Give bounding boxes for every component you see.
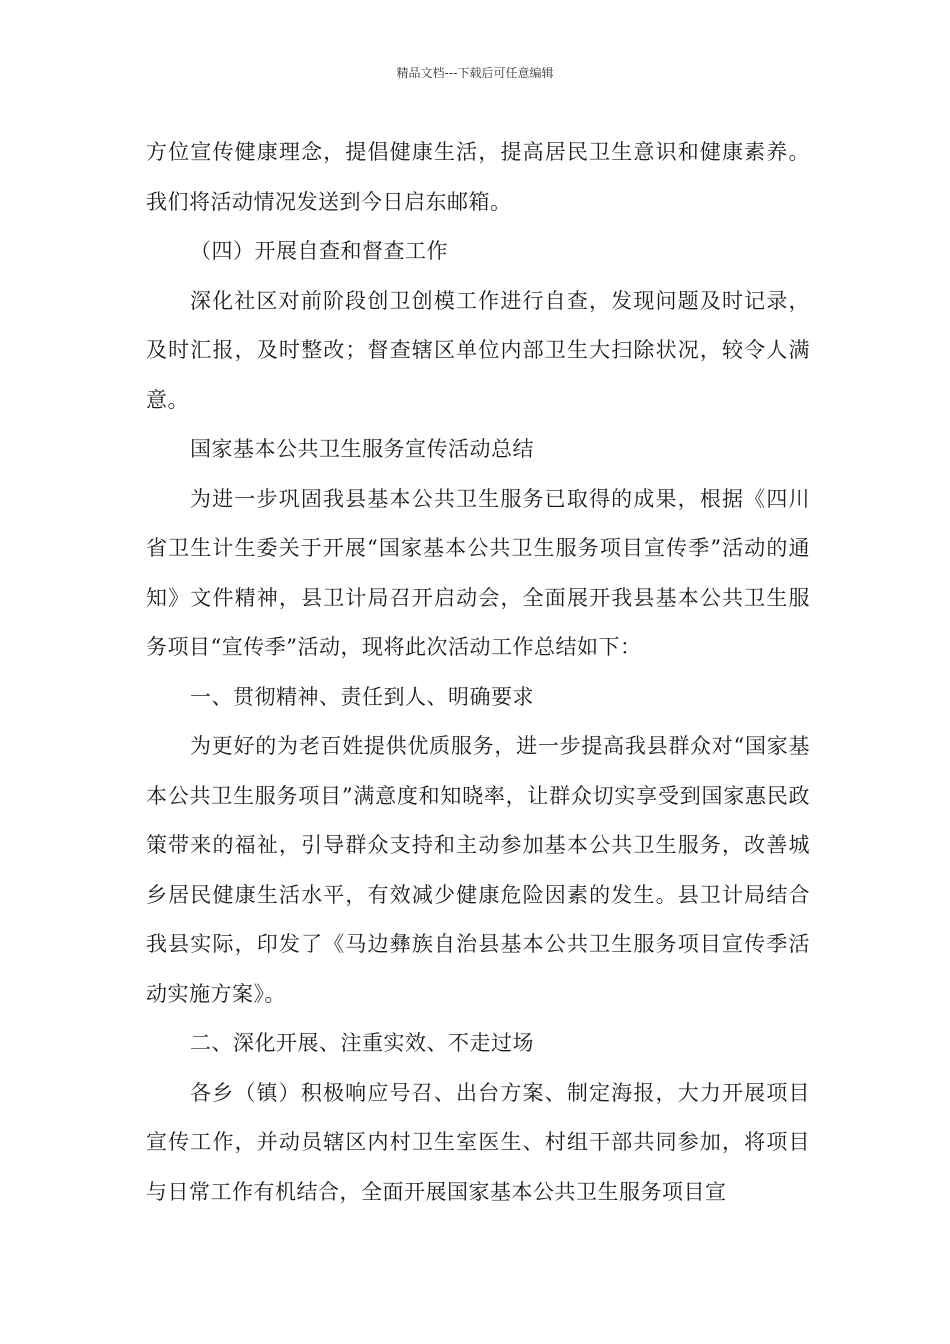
- section-heading: 一、贯彻精神、责任到人、明确要求: [190, 684, 534, 709]
- paragraph: 深化社区对前阶段创卫创模工作进行自查，发现问题及时记录，及时汇报，及时整改；督查辖区单位内部卫生大扫除状况，较令人满意。: [146, 288, 810, 412]
- section-heading: （四）开展自查和督查工作: [190, 239, 448, 263]
- paragraph: 为进一步巩固我县基本公共卫生服务已取得的成果，根据《四川省卫生计生委关于开展“国家基本公共卫生服务项目宣传季”活动的通知》文件精神，县卫计局召开启动会，全面展开我县基本公共卫生服务项目“宣传季”活动，现将此次活动工作总结如下：: [146, 486, 810, 659]
- paragraph: 方位宣传健康理念，提倡健康生活，提高居民卫生意识和健康素养。我们将活动情况发送到今日启东邮箱。: [146, 140, 810, 214]
- page-header: 精品文档---下载后可任意编辑: [396, 66, 554, 80]
- paragraph: 各乡（镇）积极响应号召、出台方案、制定海报，大力开展项目宣传工作，并动员辖区内村卫生室医生、村组干部共同参加，将项目与日常工作有机结合，全面开展国家基本公共卫生服务项目宣: [146, 1080, 810, 1204]
- document-body: [146, 128, 810, 1217]
- document-title: 国家基本公共卫生服务宣传活动总结: [190, 437, 534, 461]
- paragraph: 为更好的为老百姓提供优质服务，进一步提高我县群众对“国家基本公共卫生服务项目”满意度和知晓率，让群众切实享受到国家惠民政策带来的福祉，引导群众支持和主动参加基本公共卫生服务，改善城乡居民健康生活水平，有效减少健康危险因素的发生。县卫计局结合我县实际，印发了《马边彝族自治县基本公共卫生服务项目宣传季活动实施方案》。: [146, 734, 810, 1006]
- section-heading: 二、深化开展、注重实效、不走过场: [190, 1031, 534, 1055]
